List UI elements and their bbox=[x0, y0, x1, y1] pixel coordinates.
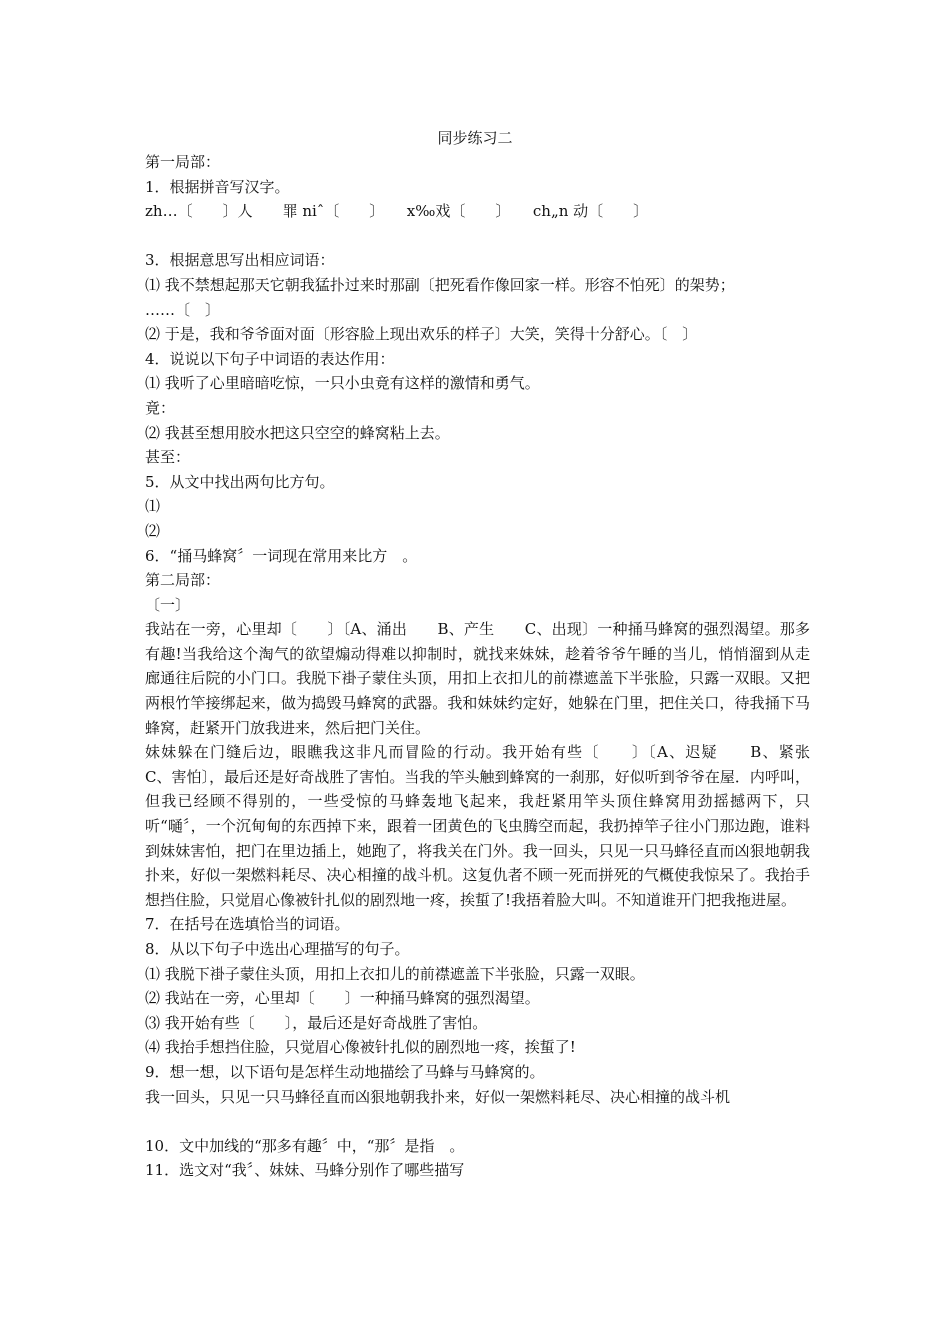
q3-item1: ⑴ 我不禁想起那天它朝我猛扑过来时那副〔把死看作像回家一样。形容不怕死〕的架势； bbox=[145, 275, 735, 294]
q11: 11．选文对“我〞、妹妹、马蜂分别作了哪些描写 bbox=[145, 1161, 465, 1180]
passage-paragraph-1: 我站在一旁，心里却〔 〕〔A、涌出 B、产生 C、出现〕一种捅马蜂窝的强烈渴望。那多有趣!当我给这个淘气的欲望煽动得难以抑制时，就找来妹妹，趁着爷爷午睡的当儿，悄悄溜到从走廊通往后院的小门口。我脱下褂子蒙住头顶，用扣上衣扣儿的前襟遮盖下半张脸，只露一双眼。又把两根竹竿接绑起来，做为捣毁马蜂窝的武器。我和妹妹约定好，她躲在门里，把住关口，待我捅下马蜂窝，赶紧开门放我进来，然后把门关住。 bbox=[145, 620, 810, 737]
q8-item2: ⑵ 我站在一旁，心里却〔 〕一种捅马蜂窝的强烈渴望。 bbox=[145, 989, 540, 1008]
spacer bbox=[145, 1109, 810, 1134]
q8-item1: ⑴ 我脱下褂子蒙住头顶，用扣上衣扣儿的前襟遮盖下半张脸，只露一双眼。 bbox=[145, 964, 645, 983]
q7: 7．在括号在选填恰当的词语。 bbox=[145, 915, 350, 934]
q4-item2-word: 甚至： bbox=[145, 448, 191, 467]
q9-sentence: 我一回头，只见一只马蜂径直而凶狠地朝我扑来，好似一架燃料耗尽、决心相撞的战斗机 bbox=[145, 1087, 731, 1106]
q8-label: 8．从以下句子中选出心理描写的句子。 bbox=[145, 940, 410, 958]
q3-item2: ⑵ 于是，我和爷爷面对面〔形容脸上现出欢乐的样子〕大笑，笑得十分舒心。〔 〕 bbox=[145, 325, 698, 344]
part2-subheading: 〔一〕 bbox=[145, 595, 191, 614]
spacer bbox=[145, 224, 810, 249]
q4-item2: ⑵ 我甚至想用胶水把这只空空的蜂窝粘上去。 bbox=[145, 423, 450, 442]
passage-paragraph-2: 妹妹躲在门缝后边，眼瞧我这非凡而冒险的行动。我开始有些〔 〕〔A、迟疑 B、紧张 C、害怕〕，最后还是好奇战胜了害怕。当我的竿头触到蜂窝的一刹那，好似听到爷爷在屋．内呼叫，但我已经顾不得别的，一些受惊的马蜂轰地飞起来，我赶紧用竿头顶住蜂窝用劲摇撼两下，只听“嗵〞，一个沉甸甸的东西掉下来，跟着一团黄色的飞虫腾空而起，我扔掉竿子往小门那边跑，谁料到妹妹害怕，把门在里边插上，她跑了，将我关在门外。我一回头，只见一只马蜂径直而凶狠地朝我扑来，好似一架燃料耗尽、决心相撞的战斗机。这复仇者不顾一死而拼死的气概使我惊呆了。我抬手想挡住脸，只觉眉心像被针扎似的剧烈地一疼，挨蜇了!我捂着脸大叫。不知道谁开门把我拖进屋。 bbox=[145, 743, 841, 909]
q5-item1: ⑴ bbox=[145, 497, 161, 516]
q8-item3: ⑶ 我开始有些〔 〕，最后还是好奇战胜了害怕。 bbox=[145, 1013, 488, 1032]
part2-heading: 第二局部： bbox=[145, 571, 221, 590]
q6: 6．“捅马蜂窝〞一词现在常用来比方 。 bbox=[145, 546, 418, 565]
q3-item1-answer: ……〔 〕 bbox=[145, 300, 221, 319]
q5-label: 5．从文中找出两句比方句。 bbox=[145, 472, 335, 491]
q10: 10．文中加线的“那多有趣〞中，“那〞是指 。 bbox=[145, 1136, 465, 1155]
page-title: 同步练习二 bbox=[437, 129, 513, 147]
q8-item4: ⑷ 我抬手想挡住脸，只觉眉心像被针扎似的剧烈地一疼，挨蜇了! bbox=[145, 1038, 576, 1057]
part1-heading: 第一局部： bbox=[145, 153, 221, 171]
q1-label: 1．根据拼音写汉字。 bbox=[145, 177, 290, 196]
q9-label: 9．想一想，以下语句是怎样生动地描绘了马蜂与马蜂窝的。 bbox=[145, 1062, 545, 1081]
q4-item1-word: 竟： bbox=[145, 398, 176, 417]
document-body bbox=[145, 150, 841, 1183]
q5-item2: ⑵ bbox=[145, 521, 161, 540]
q1-pinyin-row: zh…〔 〕人 罪 niˆ〔 〕 x‰戏〔 〕 ch„n 动〔 〕 bbox=[145, 202, 649, 221]
q4-item1: ⑴ 我听了心里暗暗吃惊，一只小虫竟有这样的激情和勇气。 bbox=[145, 374, 540, 393]
q3-label: 3．根据意思写出相应词语： bbox=[145, 251, 335, 270]
q4-label: 4．说说以下句子中词语的表达作用： bbox=[145, 349, 395, 368]
